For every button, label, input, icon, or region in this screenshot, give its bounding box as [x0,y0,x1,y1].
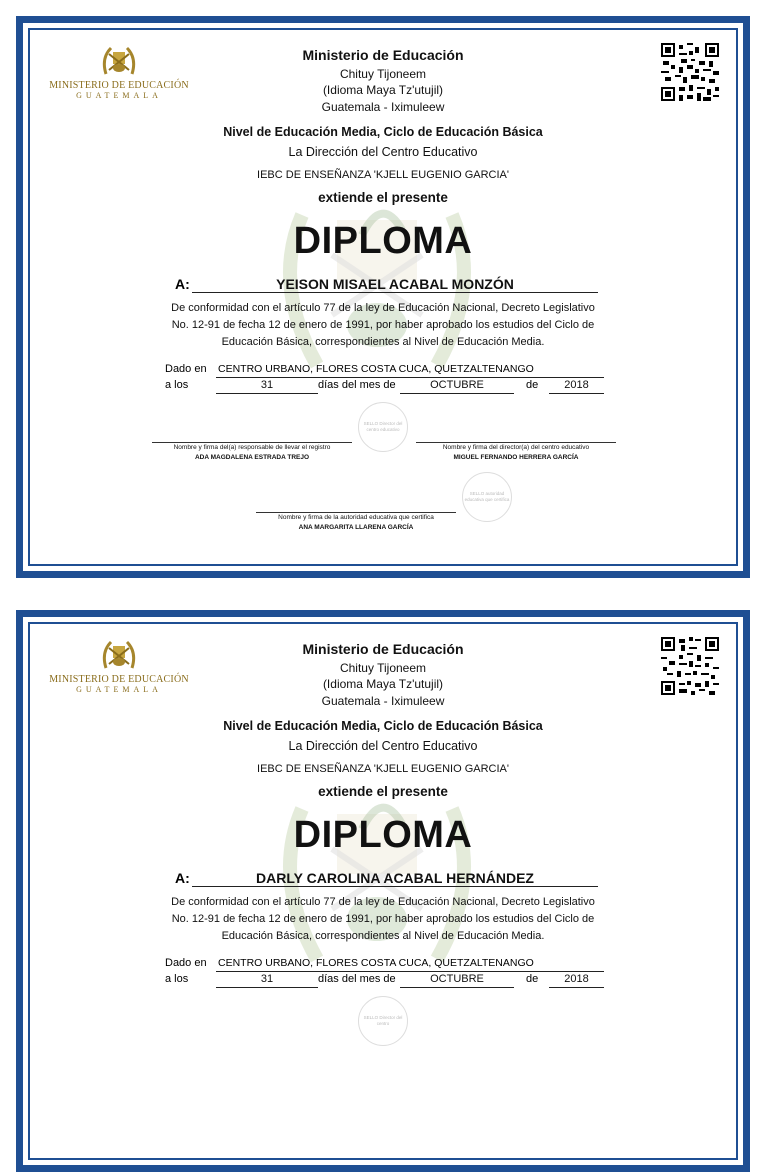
signature-director-name: MIGUEL FERNANDO HERRERA GARCÍA [453,454,579,461]
ministry-heading: Ministerio de Educación [302,641,464,657]
education-level: Nivel de Educación Media, Ciclo de Educación Básica [223,125,543,139]
diploma-frame [28,28,738,566]
logo-line-2: GUATEMALA [76,685,162,694]
diploma-frame [28,622,738,1160]
direction-line: La Dirección del Centro Educativo [288,739,478,753]
recipient-name: DARLY CAROLINA ACABAL HERNÁNDEZ [256,870,534,886]
signature-authority-name: ANA MARGARITA LLARENA GARCÍA [298,524,414,531]
a-los-label: a los [165,973,189,985]
education-level: Nivel de Educación Media, Ciclo de Educación Básica [223,719,543,733]
school-name: IEBC DE ENSEÑANZA 'KJELL EUGENIO GARCIA' [257,169,509,181]
body-text: De conformidad con el artículo 77 de la ley de Educación Nacional, Decreto Legislativo No. 12-91 de fecha 12 de enero de 1991, por haber aprobado los estudios del Ciclo de Educación Básica, correspondientes al Nivel de Educación Media. [171,302,595,348]
region-line-1: Chituy Tijoneem [339,67,427,81]
dado-en-label: Dado en [165,363,207,375]
signature-registrar-label: Nombre y firma del(a) responsable de llevar el registro [173,444,331,451]
place-value: CENTRO URBANO, FLORES COSTA CUCA, QUETZALTENANGO [218,363,534,375]
day-value: 31 [260,379,274,391]
body-text: De conformidad con el artículo 77 de la ley de Educación Nacional, Decreto Legislativo No. 12-91 de fecha 12 de enero de 1991, por haber aprobado los estudios del Ciclo de Educación Básica, correspondientes al Nivel de Educación Media. [171,896,595,942]
ministry-heading: Ministerio de Educación [302,47,464,63]
region-line-3: Guatemala - Iximuleew [321,100,445,114]
place-value: CENTRO URBANO, FLORES COSTA CUCA, QUETZALTENANGO [218,957,534,969]
year-label: de [526,379,539,391]
region-line-2: (Idioma Maya Tz'utujil) [322,83,444,97]
logo-line-1: MINISTERIO DE EDUCACIÓN [49,80,189,91]
a-los-label: a los [165,379,189,391]
diploma-1 [16,16,750,578]
school-name: IEBC DE ENSEÑANZA 'KJELL EUGENIO GARCIA' [257,763,509,775]
extends-line: extiende el presente [318,190,448,205]
logo-line-2: GUATEMALA [76,91,162,100]
region-line-1: Chituy Tijoneem [339,661,427,675]
extends-line: extiende el presente [318,784,448,799]
region-line-3: Guatemala - Iximuleew [321,694,445,708]
signature-authority-label: Nombre y firma de la autoridad educativa que certifica [278,514,434,521]
diploma-title: DIPLOMA [293,814,473,856]
diploma-2 [16,610,750,1172]
year-value: 2018 [564,379,589,391]
year-value: 2018 [564,973,589,985]
month-label: días del mes de [318,973,396,985]
recipient-label: A: [175,276,190,292]
recipient-label: A: [175,870,190,886]
signature-registrar-name: ADA MAGDALENA ESTRADA TREJO [194,454,310,461]
day-value: 31 [260,973,274,985]
authority-seal: SELLO autoridad educativa que certifica [462,472,512,522]
month-value: OCTUBRE [430,973,484,985]
signature-director-label: Nombre y firma del director(a) del centro educativo [442,444,590,451]
diploma-title: DIPLOMA [293,220,473,262]
region-line-2: (Idioma Maya Tz'utujil) [322,677,444,691]
school-seal: SELLO Director del centro educativo [358,402,408,452]
dado-en-label: Dado en [165,957,207,969]
month-label: días del mes de [318,379,396,391]
direction-line: La Dirección del Centro Educativo [288,145,478,159]
recipient-name: YEISON MISAEL ACABAL MONZÓN [276,276,514,292]
school-seal: SELLO Director del centro [358,996,408,1046]
logo-line-1: MINISTERIO DE EDUCACIÓN [49,674,189,685]
month-value: OCTUBRE [430,379,484,391]
year-label: de [526,973,539,985]
